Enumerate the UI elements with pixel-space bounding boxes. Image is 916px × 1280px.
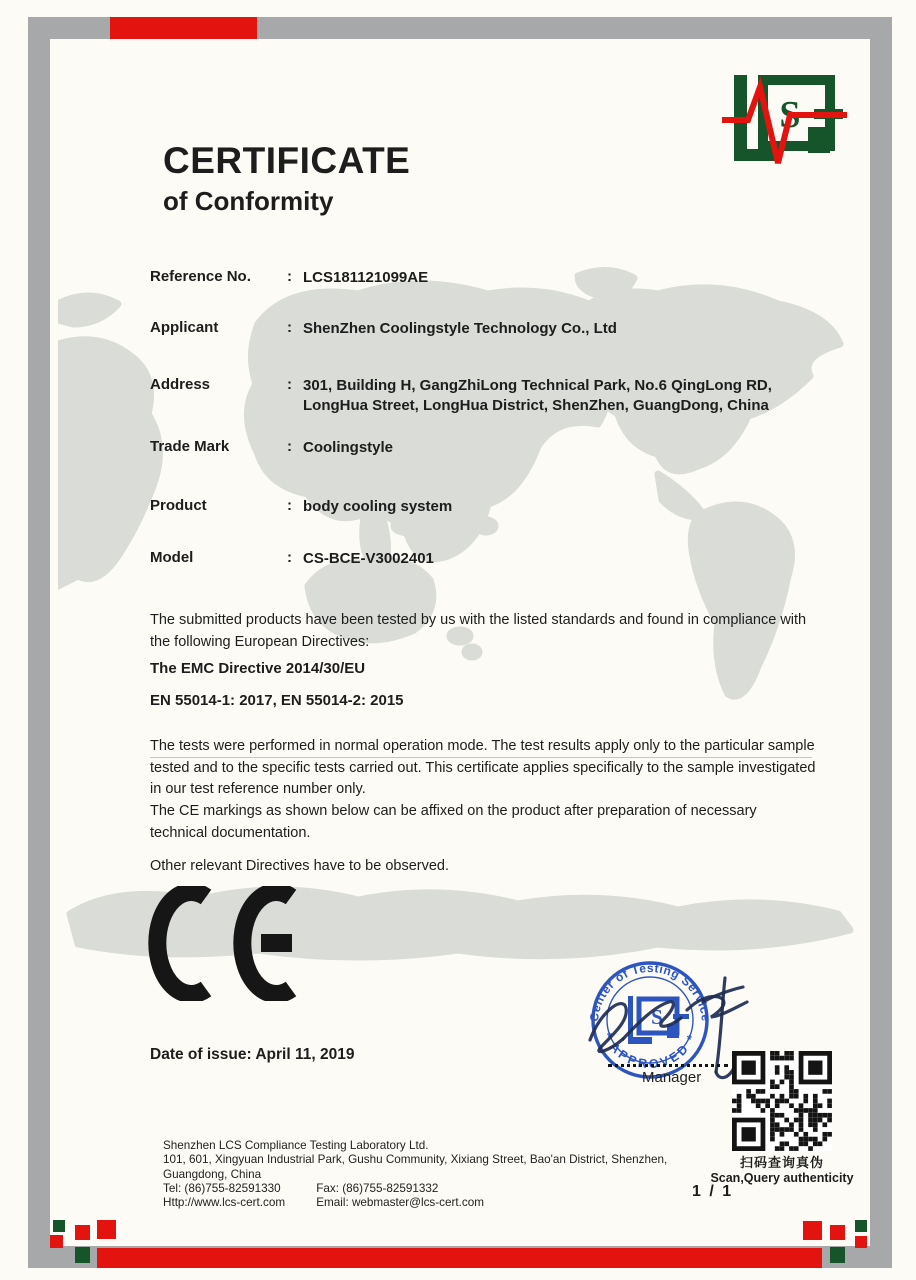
field-colon: : [287,497,292,514]
footer-company: Shenzhen LCS Compliance Testing Laboratory Ltd. [163,1139,429,1152]
footer-fax: Fax: (86)755-82591332 [316,1181,439,1195]
qr-code [732,1051,832,1151]
deco-square [50,1235,63,1248]
footer-address-line2: Guangdong, China [163,1167,262,1181]
stamp-ring-top-text: Center of Testing Service [586,960,714,1023]
footer-tel: Tel: (86)755-82591330 [163,1181,281,1195]
footer-tel-fax [163,1182,667,1196]
top-red-accent [110,17,257,39]
manager-label: Manager [642,1069,702,1086]
field-value: CS-BCE-V3002401 [303,550,434,567]
field-label: Product [150,497,207,514]
qr-caption-en: Scan,Query authenticity [710,1171,854,1185]
page-title: CERTIFICATE [163,140,411,181]
field-colon: : [287,549,292,566]
qr-caption-cn: 扫码查询真伪 [739,1155,824,1170]
field-label: Reference No. [150,268,251,285]
ce-paragraph: The CE markings as shown below can be affixed on the product after preparation of necessary technical documentation. [150,803,757,841]
field-label: Applicant [150,319,219,336]
page-number: 1 / 1 [692,1183,734,1200]
field-label: Model [150,549,194,566]
field-colon: : [287,376,292,393]
deco-square [97,1220,116,1239]
deco-square [75,1247,90,1263]
deco-square [803,1221,822,1240]
field-value: ShenZhen Coolingstyle Technology Co., Ltd [303,320,617,337]
footer [163,1139,667,1210]
bottom-red-bar [97,1248,822,1268]
border-left-bar [28,17,50,1268]
field-colon: : [287,319,292,336]
deco-square [830,1225,845,1240]
qr-captions [702,1152,862,1185]
lcs-logo [722,73,847,173]
deco-square [830,1247,845,1263]
ce-marking-icon [146,886,306,1001]
deco-square [855,1236,867,1248]
signature-line [608,1064,728,1067]
footer-web: Http://www.lcs-cert.com [163,1196,286,1210]
other-directives-paragraph: Other relevant Directives have to be observed. [150,858,450,874]
deco-square [855,1220,867,1232]
stamp-logo-letter: S [651,1005,663,1029]
emc-directive: The EMC Directive 2014/30/EU [150,660,366,677]
page-subtitle: of Conformity [163,186,334,216]
stamp-ring-bottom-text: * APPROVED * [600,1030,700,1072]
logo-letter: S [779,94,801,136]
deco-square [75,1225,90,1240]
deco-square [53,1220,65,1232]
border-right-bar [870,17,892,1268]
body-intro: The submitted products have been tested by us with the listed standards and found in compliance with the following European Directives: [150,612,807,650]
field-colon: : [287,438,292,455]
field-value: 301, Building H, GangZhiLong Technical Park, No.6 QingLong RD, LongHua Street, LongHua District, ShenZhen, GuangDong, China [303,377,772,414]
tests-paragraph: The tests were performed in normal operation mode. The test results apply only to the particular sample tested and to the specific tests carried out. This certificate applies specifically to the sample investigated in our test reference number only. [150,738,816,797]
field-label: Address [150,376,211,393]
field-colon: : [287,268,292,285]
field-value: LCS181121099AE [303,269,429,286]
standards-line: EN 55014-1: 2017, EN 55014-2: 2015 [150,692,404,709]
field-value: Coolingstyle [303,439,394,456]
footer-email: Email: webmaster@lcs-cert.com [316,1196,484,1210]
field-value: body cooling system [303,498,453,515]
footer-web-email [163,1196,667,1210]
footer-address-line1: 101, 601, Xingyuan Industrial Park, Gushu Community, Xixiang Street, Bao'an District, Shenzhen, [163,1153,668,1167]
field-label: Trade Mark [150,438,230,455]
date-of-issue: Date of issue: April 11, 2019 [150,1046,355,1063]
